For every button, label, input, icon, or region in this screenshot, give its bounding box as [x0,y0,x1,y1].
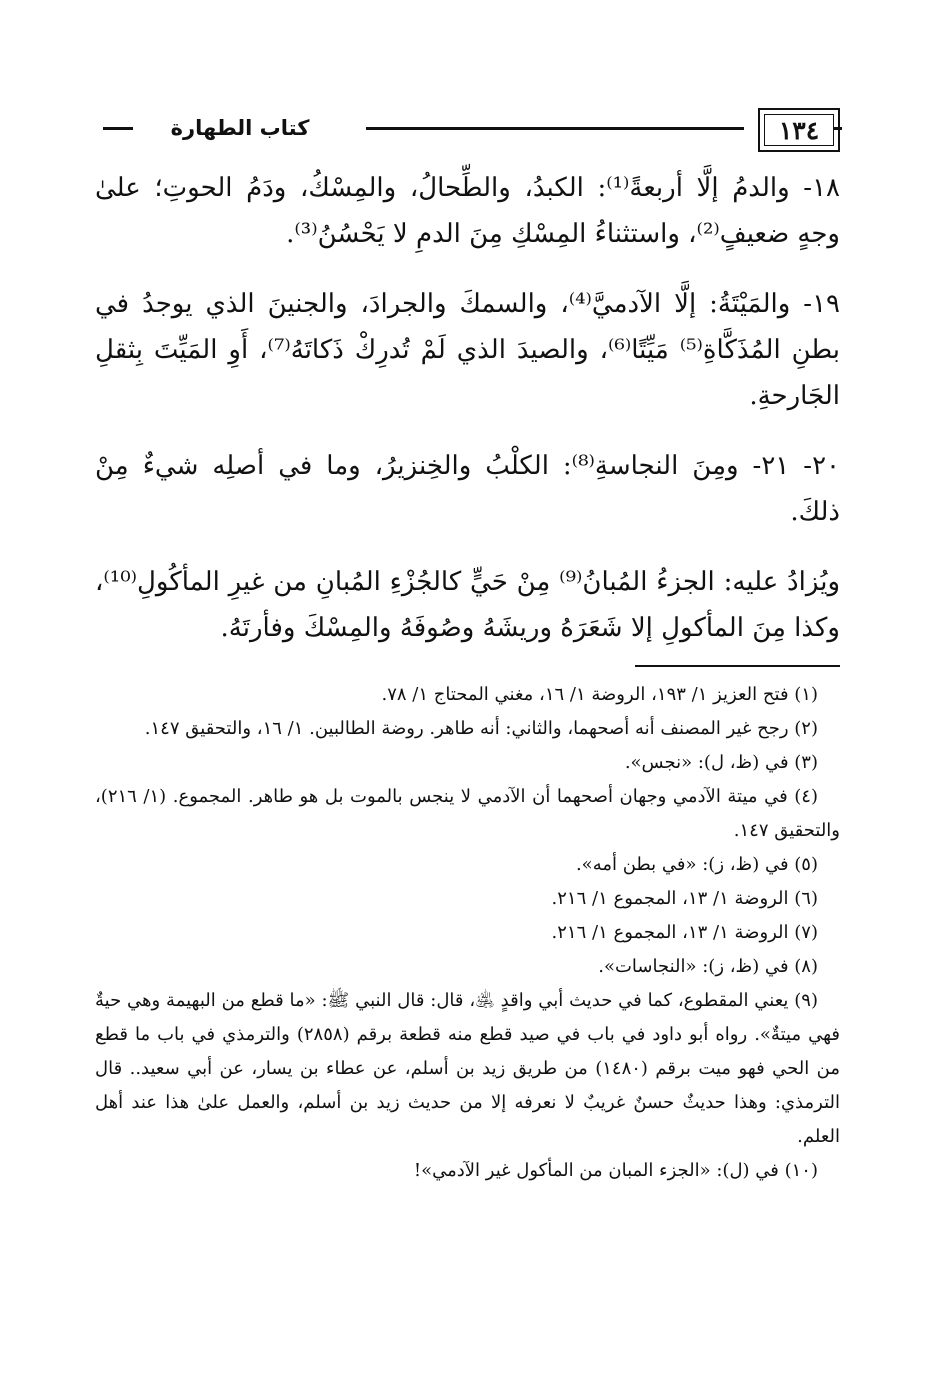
footnote-8: (٨) في (ظ، ز): «النجاسات». [598,956,818,977]
footnote-7: (٧) الروضة ١/ ١٣، المجموع ١/ ٢١٦. [551,922,818,943]
footnote-1: (١) فتح العزيز ١/ ١٩٣، الروضة ١/ ١٦، مغني المحتاج ١/ ٧٨. [381,684,818,705]
header-rule-middle [366,127,744,130]
footnote-4: (٤) في ميتة الآدمي وجهان أصحهما أن الآدمي لا ينجس بالموت بل هو طاهر. المجموع. (١/ ٢١٦)، والتحقيق ١٤٧. [95,786,840,841]
footnote-6: (٦) الروضة ١/ ١٣، المجموع ١/ ٢١٦. [551,888,818,909]
footnote-2: (٢) رجح غير المصنف أنه أصحهما، والثاني: أنه طاهر. روضة الطالبين. ١/ ١٦، والتحقيق ١٤٧. [144,718,818,739]
paragraph-20-21: ٢٠- ٢١- ومِنَ النجاسةِ⁽⁸⁾: الكلْبُ والخِنزيرُ، وما في أصلِه شيءٌ مِنْ ذلكَ. [95,451,840,527]
paragraph-18: ١٨- والدمُ إلَّا أربعةً⁽¹⁾: الكبدُ، والطِّحالُ، والمِسْكُ، ودَمُ الحوتِ؛ علىٰ وجهٍ ضعيفٍ⁽²⁾، واستثناءُ المِسْكِ مِنَ الدمِ لا يَحْسُنُ⁽³⁾. [95,173,840,249]
main-text [95,165,840,675]
page-number-frame [758,108,840,152]
footnote-9: (٩) يعني المقطوع، كما في حديث أبي واقدٍ ﵁، قال: قال النبي ﷺ: «ما قطع من البهيمة وهي حيةٌ فهي ميتةٌ». رواه أبو داود في باب في صيد قطع منه قطعة برقم (٢٨٥٨) والترمذي في باب ما قطع من الحي فهو ميت برقم (١٤٨٠) من طريق زيد بن أسلم، عن عطاء بن يسار، عن أبي سعيد.. قال الترمذي: وهذا حديثٌ حسنٌ غريبٌ لا نعرفه إلا من حديث زيد بن أسلم، والعمل علىٰ هذا عند أهل العلم. [95,990,840,1147]
footnote-5: (٥) في (ظ، ز): «في بطن أمه». [575,854,818,875]
page-number: ١٣٤ [764,114,834,146]
footnote-separator [635,665,840,667]
header-rule-right [834,127,842,130]
footnote-10: (١٠) في (ل): «الجزء المبان من المأكول غير الآدمي»! [413,1160,818,1181]
paragraph-19: ١٩- والمَيْتَةُ: إلَّا الآدميَّ⁽⁴⁾، والسمكَ والجرادَ، والجنينَ الذي يوجدُ في بطنِ المُذَكَّاةِ⁽⁵⁾ مَيِّتًا⁽⁶⁾، والصيدَ الذي لَمْ تُدرِكْ ذَكاتَهُ⁽⁷⁾، أَوِ المَيِّتَ بِثقلِ الجَارحةِ. [95,289,840,411]
chapter-title: كتاب الطهارة [170,116,310,140]
footnotes [95,678,840,1188]
paragraph-addition: ويُزادُ عليه: الجزءُ المُبانُ⁽⁹⁾ مِنْ حَيٍّ كالجُزْءِ المُبانِ من غيرِ المأكُولِ⁽¹⁰⁾، وكذا مِنَ المأكولِ إلا شَعَرَهُ وريشَهُ وصُوفَهُ والمِسْكَ وفأرتَهُ. [95,567,840,643]
page-header [95,108,840,154]
header-rule-left [103,127,133,130]
footnote-3: (٣) في (ظ، ل): «نجس». [624,752,818,773]
